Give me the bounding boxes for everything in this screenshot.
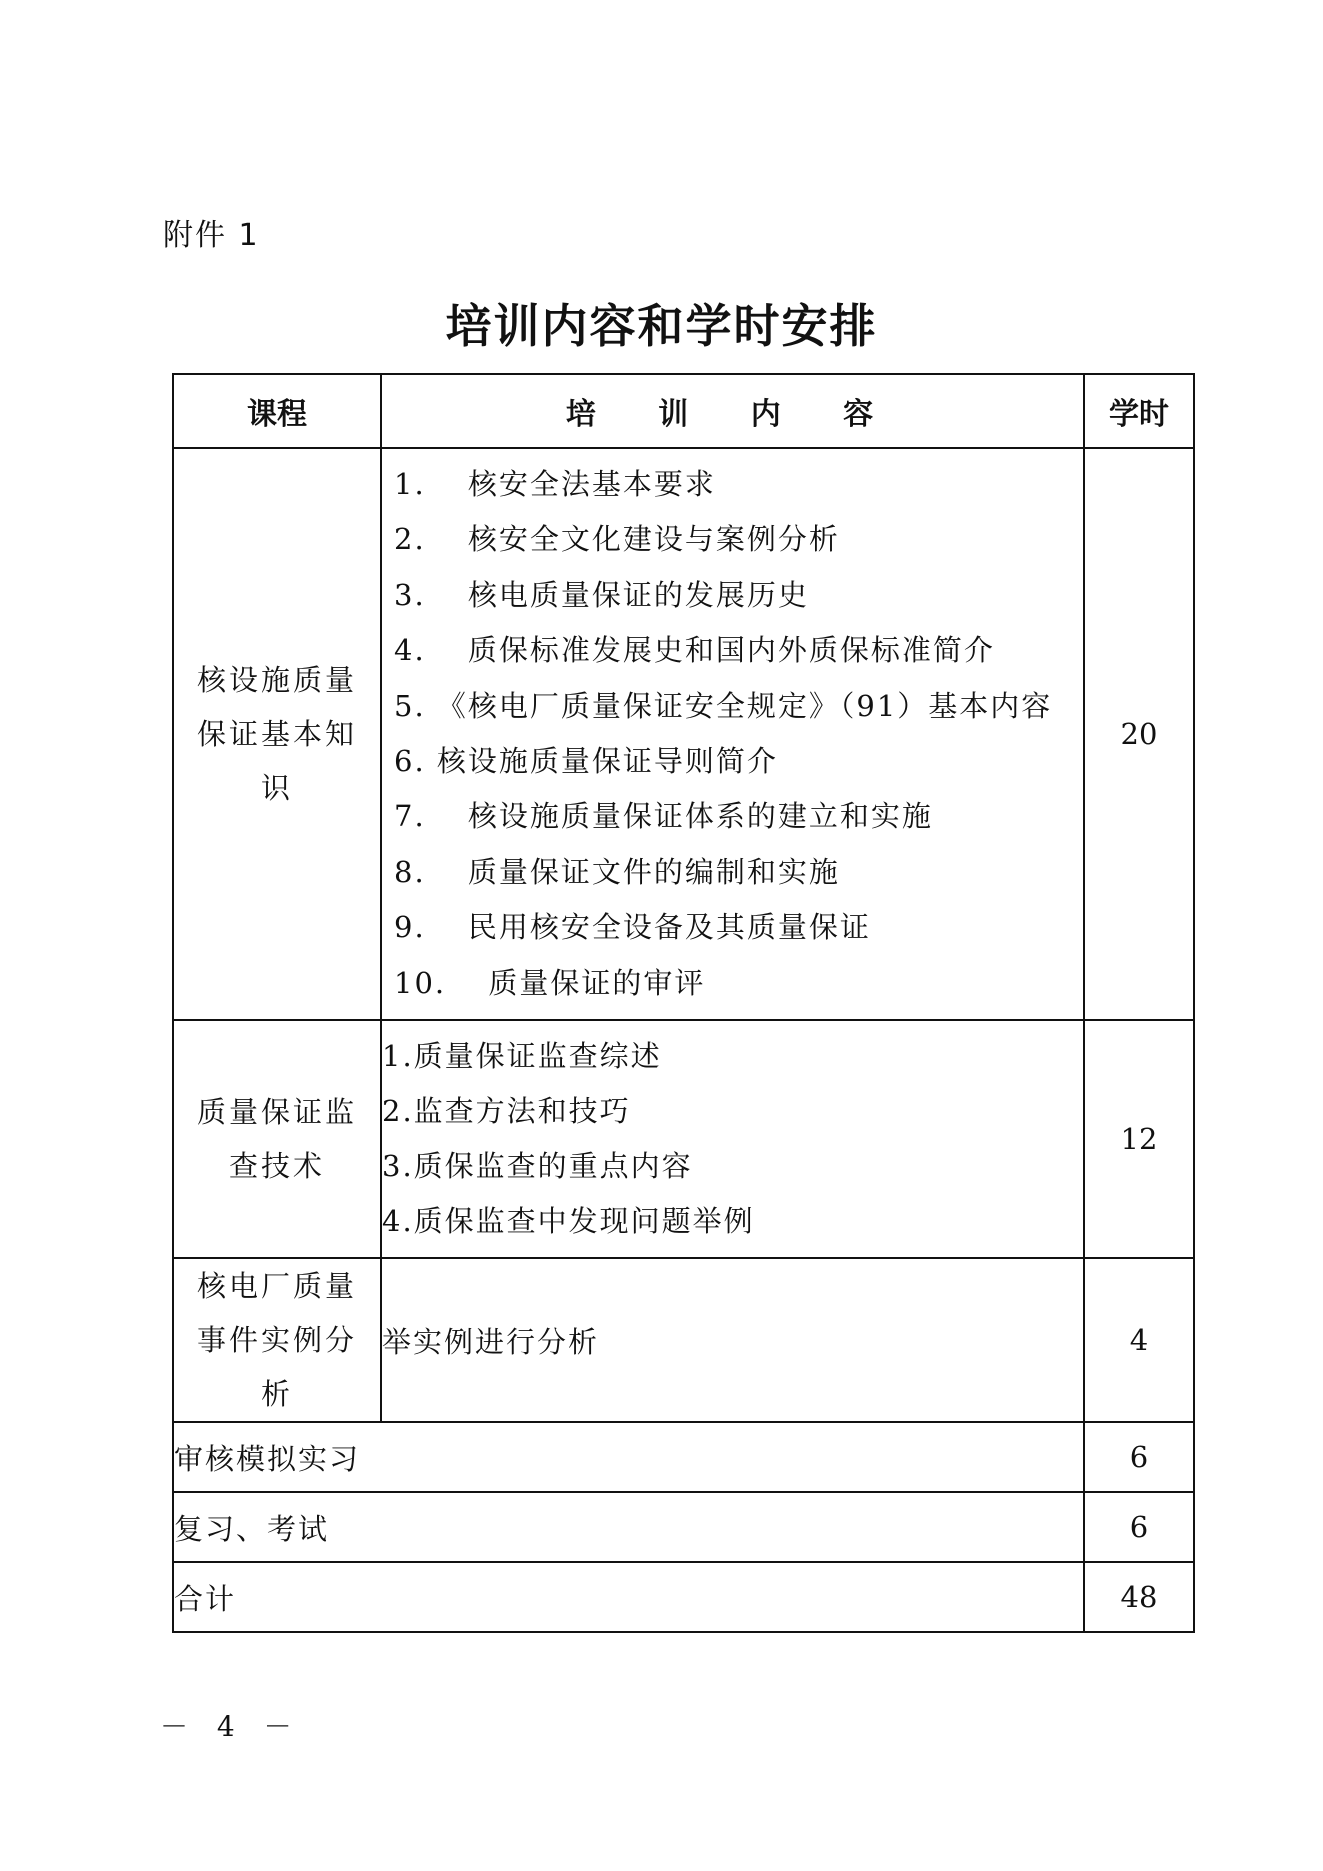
table-row <box>173 1422 1194 1492</box>
course-hours: 20 <box>1084 448 1194 1020</box>
training-schedule-table <box>172 373 1195 1633</box>
total-hours: 48 <box>1084 1562 1194 1632</box>
list-item: 1. 核安全法基本要求 <box>394 467 716 501</box>
page-number: － 4 － <box>160 1710 302 1743</box>
course-hours: 4 <box>1084 1258 1194 1422</box>
course-name: 核电厂质量事件实例分析 <box>173 1258 381 1422</box>
list-item: 3.质保监查的重点内容 <box>382 1149 693 1184</box>
table-row <box>173 1492 1194 1562</box>
list-item: 8. 质量保证文件的编制和实施 <box>394 854 840 889</box>
course-content <box>381 1020 1084 1258</box>
row-hours: 6 <box>1084 1422 1194 1492</box>
row-label: 审核模拟实习 <box>173 1422 1084 1492</box>
list-item: 3. 核电质量保证的发展历史 <box>394 577 809 612</box>
table-row-total <box>173 1562 1194 1632</box>
list-item: 9. 民用核安全设备及其质量保证 <box>394 910 871 945</box>
list-item: 10. 质量保证的审评 <box>394 965 706 1000</box>
course-content <box>381 448 1084 1020</box>
content-list <box>382 1021 1083 1257</box>
course-name: 核设施质量保证基本知识 <box>173 448 381 1020</box>
list-item: 2. 核安全文化建设与案例分析 <box>394 522 840 557</box>
row-label: 复习、考试 <box>173 1492 1084 1562</box>
list-item: 1.质量保证监查综述 <box>382 1039 662 1074</box>
page-title: 培训内容和学时安排 <box>445 299 878 353</box>
course-content <box>381 1258 1084 1422</box>
course-hours: 12 <box>1084 1020 1194 1258</box>
list-item: 6. 核设施质量保证导则简介 <box>394 744 778 779</box>
table-header-row <box>173 374 1194 448</box>
list-item: 4. 质保标准发展史和国内外质保标准简介 <box>394 633 995 668</box>
header-course: 课程 <box>173 374 381 448</box>
course-name: 质量保证监查技术 <box>173 1020 381 1258</box>
table-row <box>173 1020 1194 1258</box>
list-item: 举实例进行分析 <box>382 1324 600 1359</box>
total-label: 合计 <box>173 1562 1084 1632</box>
attachment-label: 附件 1 <box>163 218 260 253</box>
header-hours: 学时 <box>1084 374 1194 448</box>
table-row <box>173 448 1194 1020</box>
list-item: 7. 核设施质量保证体系的建立和实施 <box>394 799 933 834</box>
content-list <box>382 449 1083 1019</box>
row-hours: 6 <box>1084 1492 1194 1562</box>
table-row <box>173 1258 1194 1422</box>
list-item: 5. 《核电厂质量保证安全规定》（91）基本内容 <box>394 688 1053 723</box>
header-content: 培 训 内 容 <box>381 374 1084 448</box>
list-item: 4.质保监查中发现问题举例 <box>382 1204 755 1239</box>
list-item: 2.监查方法和技巧 <box>382 1094 631 1129</box>
